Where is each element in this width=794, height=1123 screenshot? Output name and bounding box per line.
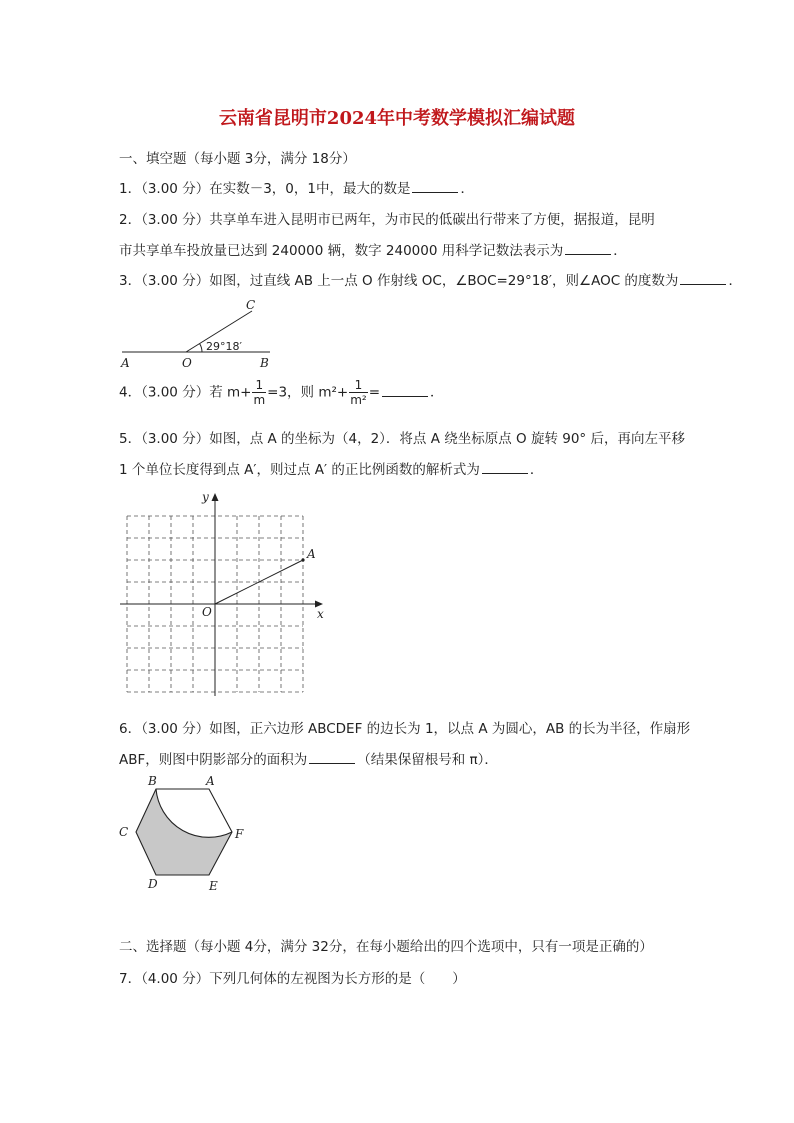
question-4 [119,378,444,407]
question-6-text: ABF，则图中阴影部分的面积为 [119,752,308,768]
label-o: O [182,356,192,370]
question-1-end: ． [460,181,474,197]
label-a: A [307,547,316,561]
label-o: O [202,605,212,619]
label-c: C [246,298,256,312]
fraction-1-over-m-squared [349,378,368,407]
question-4-end: ． [430,384,444,401]
label-b: B [260,356,269,370]
question-1 [119,177,474,197]
answer-blank [680,272,726,285]
label-a: A [121,356,130,370]
label-a: A [206,774,215,788]
question-6-line-1: 6．（3.00 分）如图，正六边形 ABCDEF 的边长为 1，以点 A 为圆心，AB 的长为半径，作扇形 [119,721,691,737]
angle-figure [118,296,278,372]
section-1-heading: 一、填空题（每小题 3分，满分 18分） [119,151,356,167]
angle-value: 29°18′ [206,340,242,353]
hexagon-figure [114,772,254,894]
question-4-text-b: =3，则 m²+ [267,384,349,401]
coordinate-grid-figure [118,488,333,698]
question-2-line-2 [119,239,627,259]
question-5-end: ． [529,462,544,478]
question-7: 7．（4.00 分）下列几何体的左视图为长方形的是（ ） [119,971,466,987]
fraction-1-over-m [252,378,266,407]
answer-blank [309,751,355,764]
question-3 [119,269,742,289]
label-y: y [202,490,209,504]
numerator: 1 [252,378,266,393]
y-axis-arrow [212,493,219,501]
label-c: C [119,825,129,839]
question-2-text: 市共享单车投放量已达到 240000 辆，数字 240000 用科学记数法表示为 [119,243,564,259]
question-2-end: ． [613,243,627,259]
question-5-line-1: 5．（3.00 分）如图，点 A 的坐标为（4，2）．将点 A 绕坐标原点 O 旋转 90° 后，再向左平移 [119,431,685,447]
question-1-text: 1．（3.00 分）在实数－3，0，1中，最大的数是 [119,181,411,197]
question-4-text-c: = [368,384,381,401]
question-5-text: 1 个单位长度得到点 A′，则过点 A′ 的正比例函数的解析式为 [119,462,480,478]
label-d: D [148,877,158,891]
label-f: F [235,827,244,841]
answer-blank [565,242,611,255]
angle-arc [200,344,202,352]
denominator: m [253,393,266,407]
question-5-line-2 [119,458,543,478]
answer-blank [412,180,458,193]
point-a [301,558,304,561]
question-6-end: （结果保留根号和 π）． [357,752,498,768]
answer-blank [482,461,528,474]
question-2-line-1: 2．（3.00 分）共享单车进入昆明市已两年，为市民的低碳出行带来了方便，据报道，昆明 [119,212,655,228]
page-title: 云南省昆明市2024年中考数学模拟汇编试题 [218,108,576,129]
label-x: x [317,607,324,621]
numerator: 1 [349,378,368,393]
question-4-text-a: 4．（3.00 分）若 m+ [119,384,252,401]
question-6-line-2 [119,748,498,768]
answer-blank [382,384,428,397]
label-e: E [209,879,218,893]
question-3-text: 3．（3.00 分）如图，过直线 AB 上一点 O 作射线 OC，∠BOC=29°18′，则∠AOC 的度数为 [119,273,679,289]
section-2-heading: 二、选择题（每小题 4分，满分 32分，在每小题给出的四个选项中，只有一项是正确的） [119,939,653,955]
denominator: m² [350,393,367,407]
question-3-end: ． [728,273,742,289]
label-b: B [148,774,157,788]
